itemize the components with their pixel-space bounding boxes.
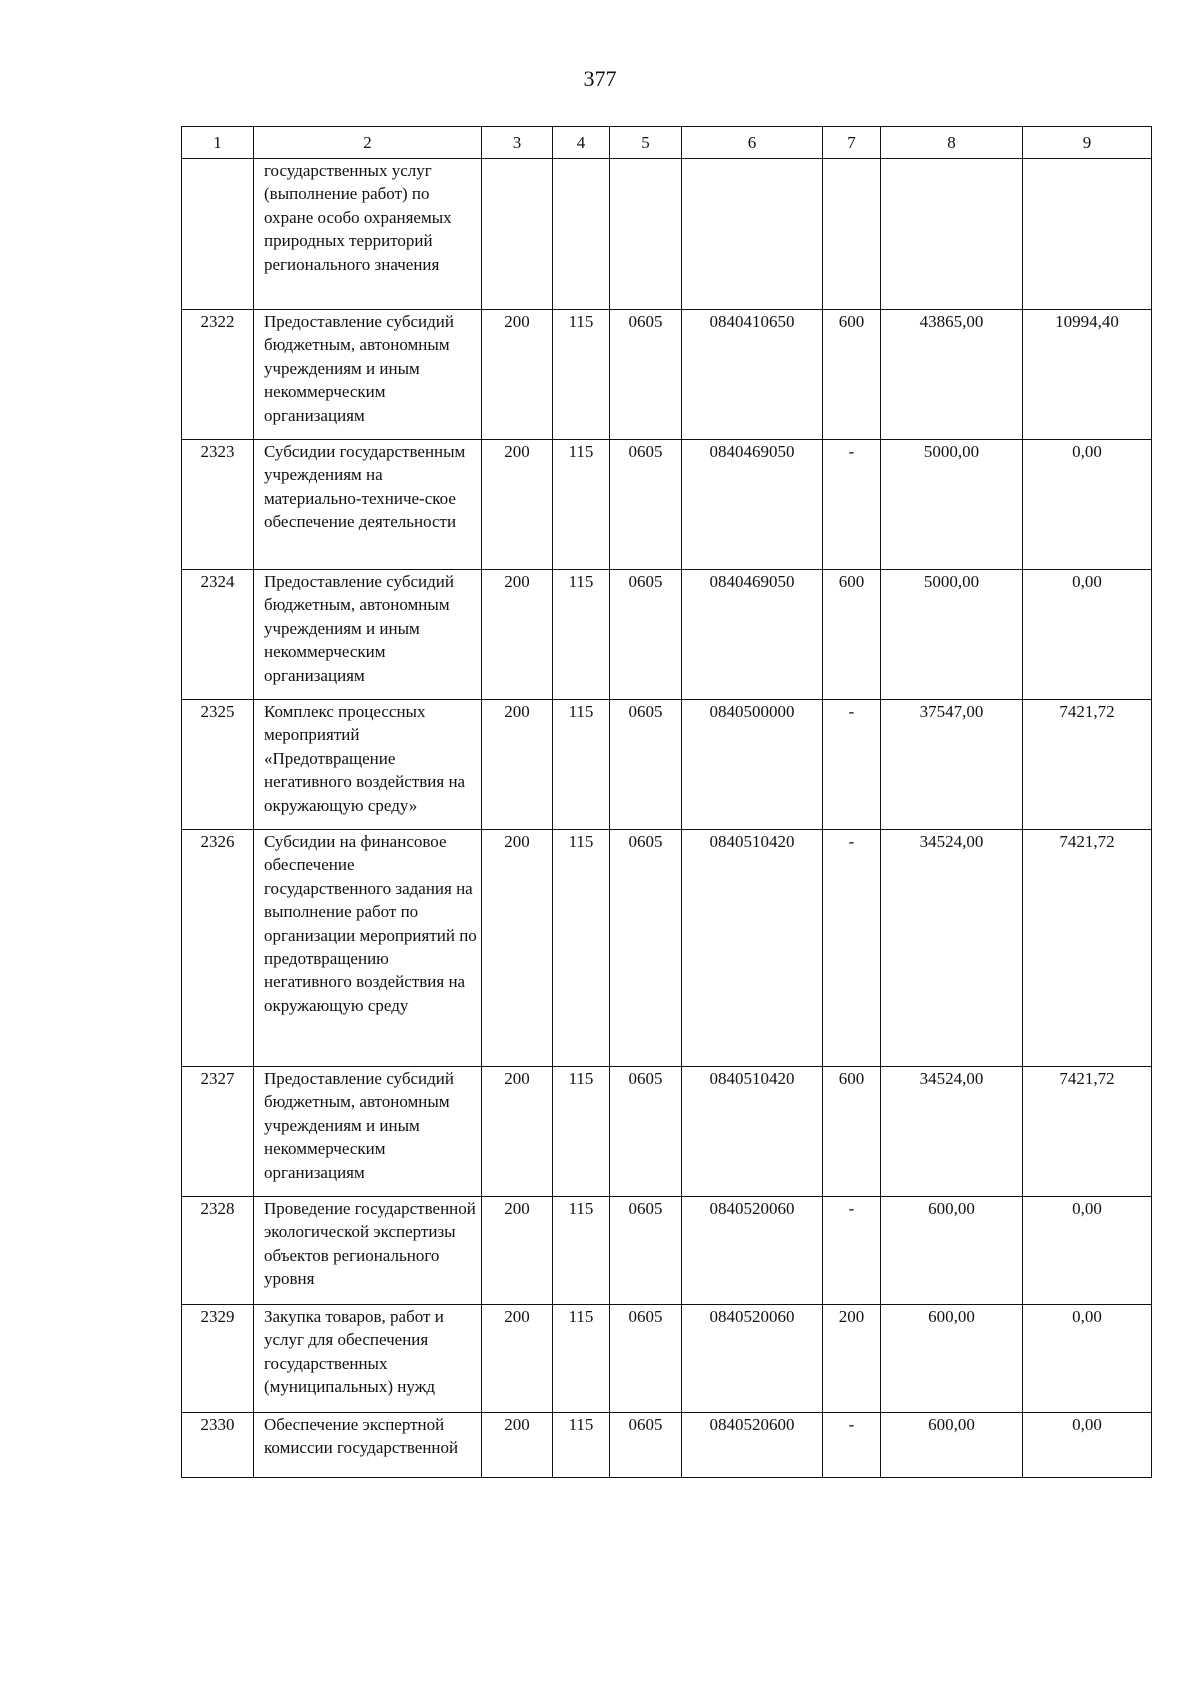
ministry-code-cell: 200: [482, 1067, 553, 1197]
row-name-cell: Проведение государственной экологической экспертизы объектов регионального уровня: [254, 1197, 482, 1305]
amount-actual-cell: 0,00: [1023, 1305, 1152, 1413]
expense-type-cell: 600: [823, 570, 881, 700]
amount-plan-cell: 600,00: [881, 1197, 1023, 1305]
amount-plan-cell: 34524,00: [881, 1067, 1023, 1197]
amount-plan-cell: [881, 159, 1023, 310]
target-article-cell: 0840410650: [682, 310, 823, 440]
target-article-cell: 0840500000: [682, 700, 823, 830]
section-code-cell: 0605: [610, 700, 682, 830]
row-name-cell: Обеспечение экспертной комиссии государственной: [254, 1413, 482, 1478]
column-header: 7: [823, 127, 881, 159]
row-number-cell: 2327: [182, 1067, 254, 1197]
row-name-cell: Предоставление субсидий бюджетным, автономным учреждениям и иным некоммерческим организациям: [254, 310, 482, 440]
ministry-code-cell: 200: [482, 310, 553, 440]
row-number-cell: 2324: [182, 570, 254, 700]
row-name-cell: Предоставление субсидий бюджетным, автономным учреждениям и иным некоммерческим организациям: [254, 1067, 482, 1197]
row-name-cell: Комплекс процессных мероприятий «Предотвращение негативного воздействия на окружающую среду»: [254, 700, 482, 830]
code-4-cell: 115: [553, 830, 610, 1067]
row-name-cell: Закупка товаров, работ и услуг для обеспечения государственных (муниципальных) нужд: [254, 1305, 482, 1413]
target-article-cell: 0840469050: [682, 570, 823, 700]
row-name-cell: Субсидии государственным учреждениям на материально-техниче-ское обеспечение деятельности: [254, 440, 482, 570]
table-row: [182, 310, 1152, 440]
row-number-cell: 2329: [182, 1305, 254, 1413]
target-article-cell: 0840510420: [682, 1067, 823, 1197]
column-header: 8: [881, 127, 1023, 159]
section-code-cell: [610, 159, 682, 310]
section-code-cell: 0605: [610, 1197, 682, 1305]
column-header: 3: [482, 127, 553, 159]
section-code-cell: 0605: [610, 310, 682, 440]
code-4-cell: 115: [553, 440, 610, 570]
table-row: [182, 570, 1152, 700]
table-row: [182, 1067, 1152, 1197]
row-number-cell: 2330: [182, 1413, 254, 1478]
target-article-cell: 0840469050: [682, 440, 823, 570]
amount-plan-cell: 5000,00: [881, 570, 1023, 700]
row-number-cell: 2325: [182, 700, 254, 830]
section-code-cell: 0605: [610, 440, 682, 570]
row-number-cell: [182, 159, 254, 310]
amount-plan-cell: 37547,00: [881, 700, 1023, 830]
page-number: 377: [583, 66, 617, 91]
table-row: [182, 159, 1152, 310]
amount-actual-cell: 0,00: [1023, 1413, 1152, 1478]
code-4-cell: 115: [553, 1413, 610, 1478]
amount-plan-cell: 600,00: [881, 1413, 1023, 1478]
amount-actual-cell: 7421,72: [1023, 1067, 1152, 1197]
code-4-cell: 115: [553, 310, 610, 440]
header-row: [182, 127, 1152, 159]
amount-plan-cell: 5000,00: [881, 440, 1023, 570]
section-code-cell: 0605: [610, 830, 682, 1067]
code-4-cell: [553, 159, 610, 310]
row-number-cell: 2323: [182, 440, 254, 570]
ministry-code-cell: 200: [482, 700, 553, 830]
row-name-cell: Предоставление субсидий бюджетным, автономным учреждениям и иным некоммерческим организациям: [254, 570, 482, 700]
amount-plan-cell: 600,00: [881, 1305, 1023, 1413]
code-4-cell: 115: [553, 570, 610, 700]
code-4-cell: 115: [553, 1067, 610, 1197]
expense-type-cell: 200: [823, 1305, 881, 1413]
row-number-cell: 2322: [182, 310, 254, 440]
ministry-code-cell: 200: [482, 1305, 553, 1413]
column-header: 9: [1023, 127, 1152, 159]
row-number-cell: 2328: [182, 1197, 254, 1305]
expense-type-cell: 600: [823, 1067, 881, 1197]
column-header: 6: [682, 127, 823, 159]
ministry-code-cell: 200: [482, 570, 553, 700]
row-number-cell: 2326: [182, 830, 254, 1067]
ministry-code-cell: 200: [482, 1197, 553, 1305]
ministry-code-cell: 200: [482, 440, 553, 570]
ministry-code-cell: 200: [482, 1413, 553, 1478]
table-row: [182, 700, 1152, 830]
ministry-code-cell: 200: [482, 830, 553, 1067]
table-row: [182, 830, 1152, 1067]
code-4-cell: 115: [553, 1197, 610, 1305]
expense-type-cell: -: [823, 1197, 881, 1305]
row-name-cell: Субсидии на финансовое обеспечение государственного задания на выполнение работ по организации мероприятий по предотвращению негативного воздействия на окружающую среду: [254, 830, 482, 1067]
amount-actual-cell: 10994,40: [1023, 310, 1152, 440]
code-4-cell: 115: [553, 1305, 610, 1413]
expense-type-cell: -: [823, 440, 881, 570]
row-name-cell: государственных услуг (выполнение работ) по охране особо охраняемых природных территорий регионального значения: [254, 159, 482, 310]
amount-plan-cell: 43865,00: [881, 310, 1023, 440]
expense-type-cell: -: [823, 1413, 881, 1478]
code-4-cell: 115: [553, 700, 610, 830]
table-row: [182, 1197, 1152, 1305]
ministry-code-cell: [482, 159, 553, 310]
section-code-cell: 0605: [610, 570, 682, 700]
target-article-cell: 0840520600: [682, 1413, 823, 1478]
expense-type-cell: 600: [823, 310, 881, 440]
target-article-cell: 0840520060: [682, 1197, 823, 1305]
expense-type-cell: -: [823, 700, 881, 830]
target-article-cell: 0840510420: [682, 830, 823, 1067]
expense-type-cell: -: [823, 830, 881, 1067]
amount-actual-cell: 7421,72: [1023, 830, 1152, 1067]
amount-actual-cell: 0,00: [1023, 1197, 1152, 1305]
table-row: [182, 1413, 1152, 1478]
amount-actual-cell: 7421,72: [1023, 700, 1152, 830]
amount-plan-cell: 34524,00: [881, 830, 1023, 1067]
table-row: [182, 1305, 1152, 1413]
amount-actual-cell: 0,00: [1023, 570, 1152, 700]
column-header: 1: [182, 127, 254, 159]
section-code-cell: 0605: [610, 1413, 682, 1478]
expense-type-cell: [823, 159, 881, 310]
section-code-cell: 0605: [610, 1067, 682, 1197]
amount-actual-cell: 0,00: [1023, 440, 1152, 570]
table-row: [182, 440, 1152, 570]
amount-actual-cell: [1023, 159, 1152, 310]
section-code-cell: 0605: [610, 1305, 682, 1413]
target-article-cell: [682, 159, 823, 310]
column-header: 2: [254, 127, 482, 159]
target-article-cell: 0840520060: [682, 1305, 823, 1413]
column-header: 5: [610, 127, 682, 159]
column-header: 4: [553, 127, 610, 159]
budget-table: [181, 126, 1152, 1478]
